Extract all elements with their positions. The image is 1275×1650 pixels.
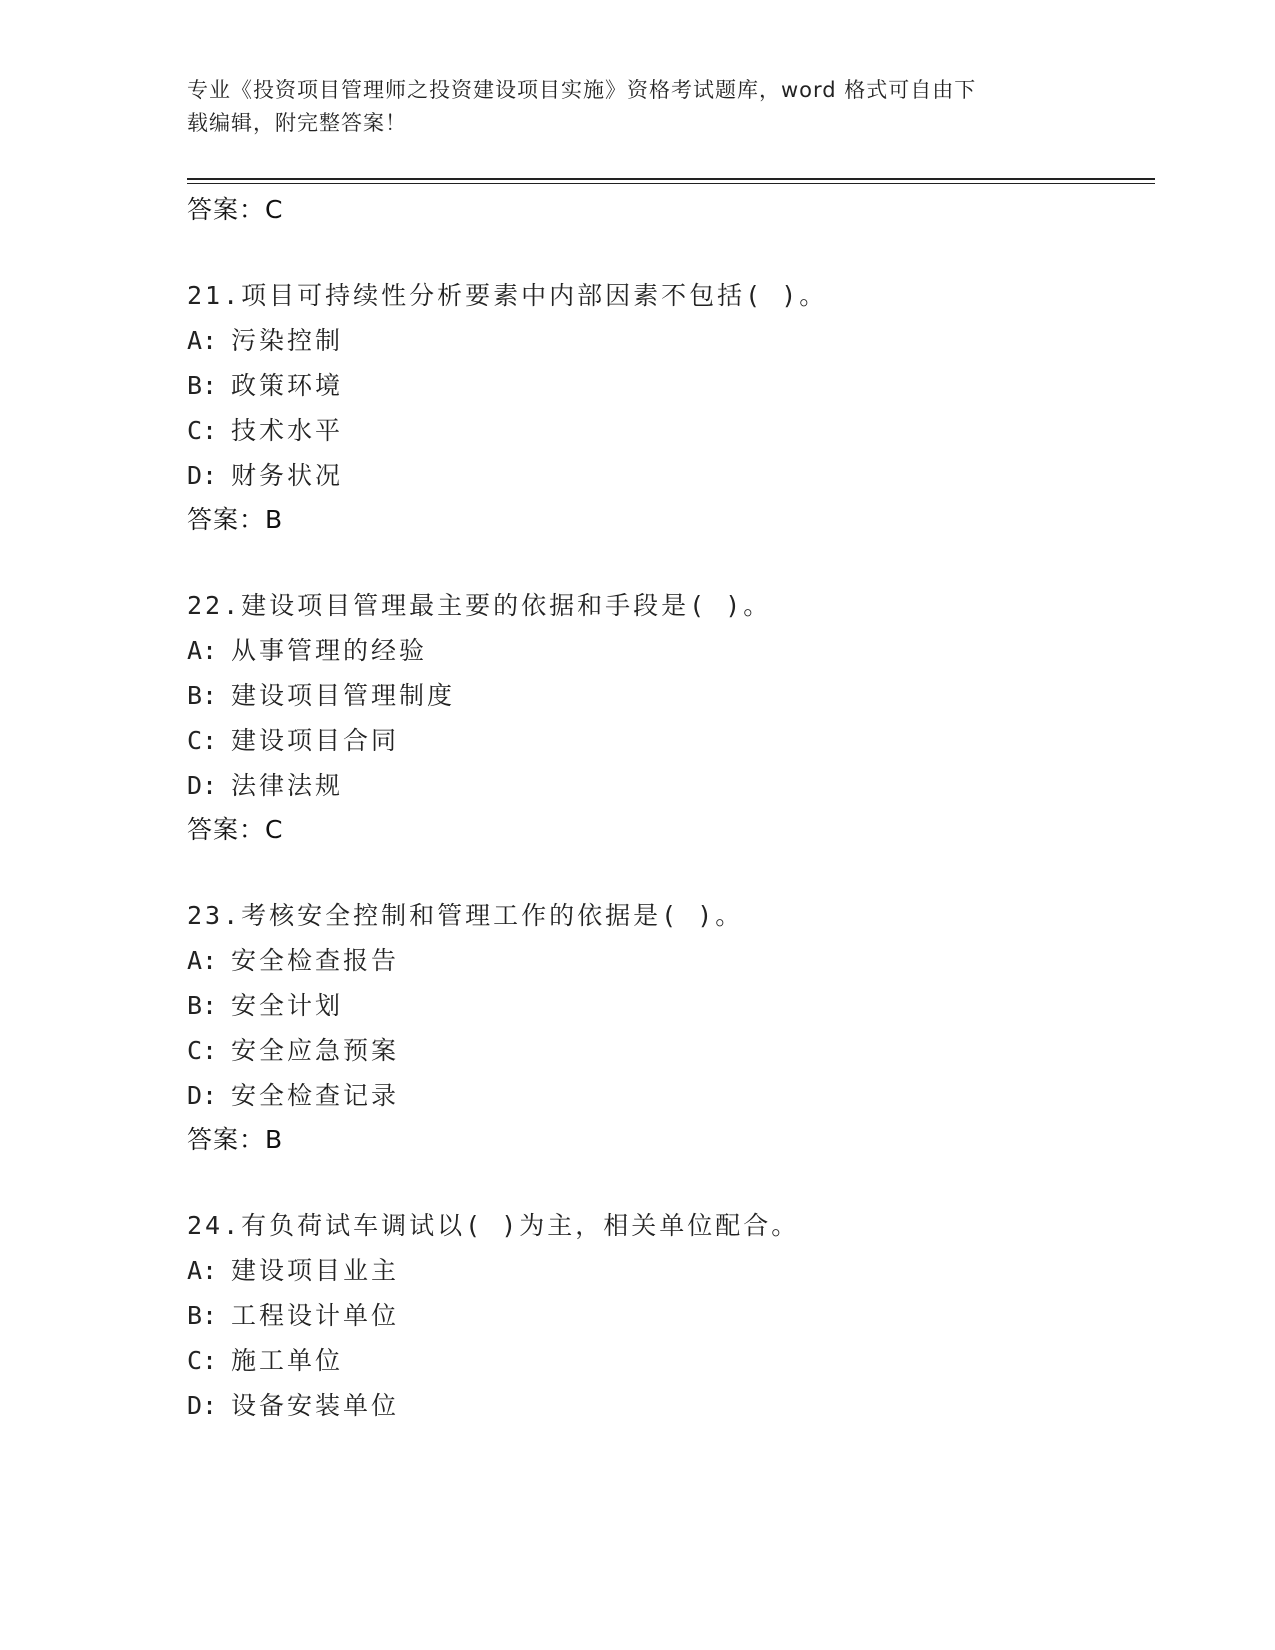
question-stem: 21.项目可持续性分析要素中内部因素不包括( )。: [187, 281, 828, 310]
spacer: [187, 538, 1155, 588]
option-text: 技术水平: [231, 416, 344, 445]
option-letter: D:: [187, 461, 218, 490]
question-stem: 24.有负荷试车调试以( )为主，相关单位配合。: [187, 1211, 800, 1240]
option-c: [187, 413, 1155, 449]
option-c: [187, 1033, 1155, 1069]
option-b: [187, 1298, 1155, 1334]
option-c: [187, 1343, 1155, 1379]
option-a: [187, 1253, 1155, 1289]
question-stem: 23.考核安全控制和管理工作的依据是( )。: [187, 901, 744, 930]
option-letter: C:: [187, 416, 218, 445]
option-letter: D:: [187, 1391, 218, 1420]
option-text: 建设项目合同: [231, 726, 400, 755]
option-letter: A:: [187, 636, 218, 665]
option-b: [187, 678, 1155, 714]
option-letter: C:: [187, 1346, 218, 1375]
header-line-2: 载编辑，附完整答案！: [187, 111, 407, 135]
option-letter: B:: [187, 991, 218, 1020]
spacer: [187, 848, 1155, 898]
option-letter: D:: [187, 1081, 218, 1110]
option-letter: A:: [187, 326, 218, 355]
header-line-1: 专业《投资项目管理师之投资建设项目实施》资格考试题库，word 格式可自由下: [187, 78, 977, 102]
option-text: 安全检查记录: [231, 1081, 400, 1110]
option-a: [187, 323, 1155, 359]
option-letter: B:: [187, 681, 218, 710]
option-text: 财务状况: [231, 461, 344, 490]
option-d: [187, 1388, 1155, 1424]
question-list: [187, 192, 1155, 1424]
option-letter: C:: [187, 1036, 218, 1065]
option-a: [187, 633, 1155, 669]
question-stem: 22.建设项目管理最主要的依据和手段是( )。: [187, 591, 772, 620]
answer-label: 答案：B: [187, 505, 284, 534]
option-text: 法律法规: [231, 771, 344, 800]
option-letter: B:: [187, 371, 218, 400]
option-letter: D:: [187, 771, 218, 800]
option-text: 安全计划: [231, 991, 344, 1020]
previous-answer: 答案：C: [187, 195, 284, 224]
question-block: [187, 1208, 1155, 1424]
option-text: 污染控制: [231, 326, 344, 355]
option-text: 建设项目管理制度: [231, 681, 456, 710]
answer-label: 答案：C: [187, 815, 284, 844]
option-d: [187, 768, 1155, 804]
option-b: [187, 368, 1155, 404]
option-letter: C:: [187, 726, 218, 755]
option-text: 工程设计单位: [231, 1301, 400, 1330]
answer-label: 答案：B: [187, 1125, 284, 1154]
question-block: [187, 588, 1155, 848]
option-text: 设备安装单位: [231, 1391, 400, 1420]
spacer: [187, 1158, 1155, 1208]
option-text: 政策环境: [231, 371, 344, 400]
option-d: [187, 458, 1155, 494]
spacer: [187, 228, 1155, 278]
option-text: 安全应急预案: [231, 1036, 400, 1065]
option-letter: A:: [187, 1256, 218, 1285]
question-block: [187, 278, 1155, 538]
option-a: [187, 943, 1155, 979]
header-rule-thin: [187, 183, 1155, 184]
option-letter: A:: [187, 946, 218, 975]
document-header: [187, 74, 1067, 140]
option-b: [187, 988, 1155, 1024]
option-c: [187, 723, 1155, 759]
option-letter: B:: [187, 1301, 218, 1330]
option-text: 施工单位: [231, 1346, 344, 1375]
option-text: 建设项目业主: [231, 1256, 400, 1285]
option-text: 安全检查报告: [231, 946, 400, 975]
option-text: 从事管理的经验: [231, 636, 428, 665]
header-rule-thick: [187, 178, 1155, 180]
question-block: [187, 898, 1155, 1158]
option-d: [187, 1078, 1155, 1114]
